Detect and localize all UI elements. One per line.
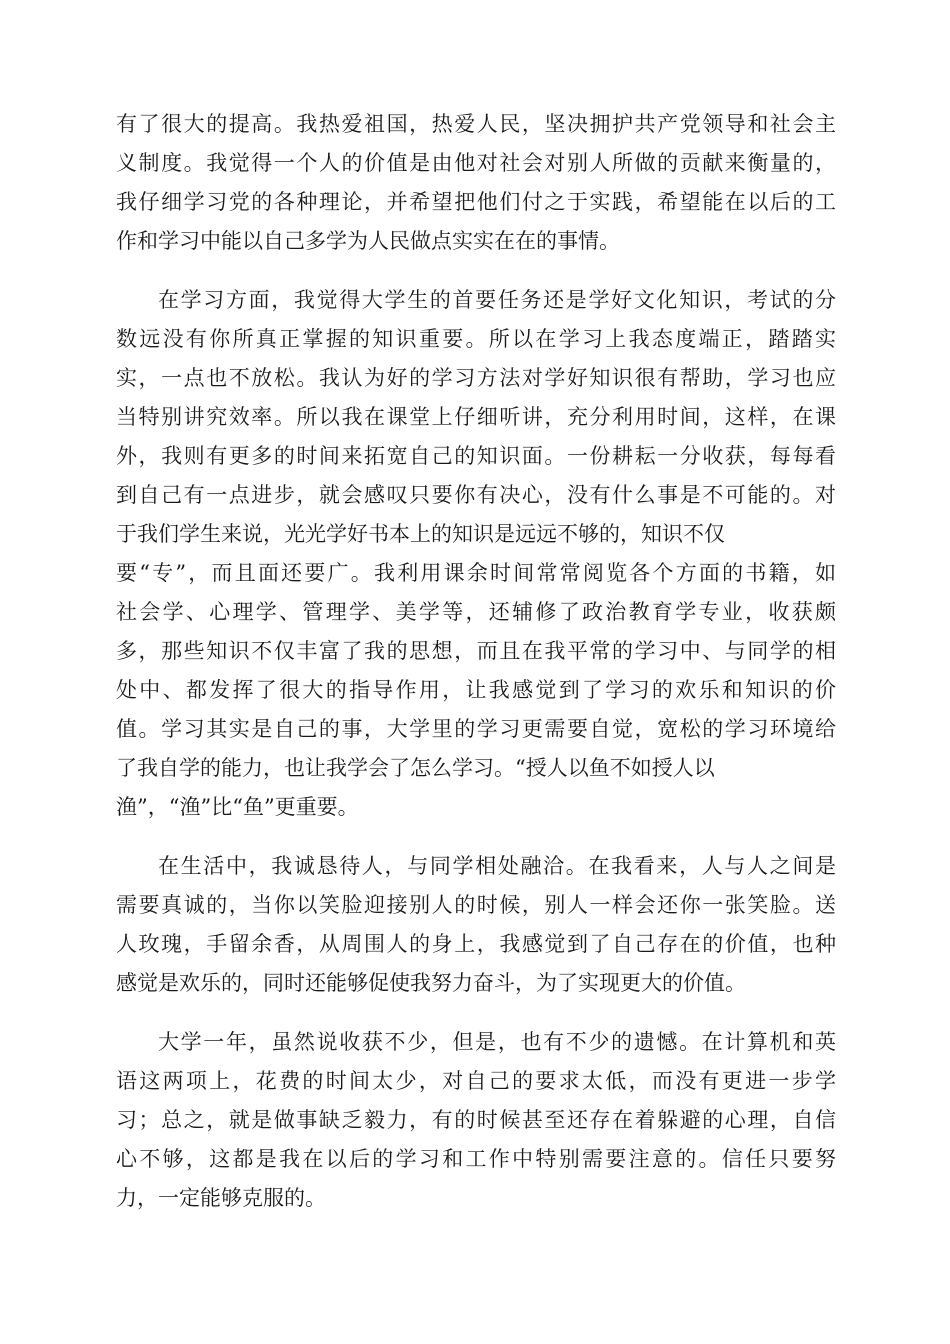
text-line: 作和学习中能以自己多学为人民做点实实在在的事情。 [116, 229, 620, 253]
text-line: 处中、都发挥了很大的指导作用，让我感觉到了学习的欢乐和知识的价 [116, 678, 836, 702]
text-line: 需要真诚的，当你以笑脸迎接别人的时候，别人一样会还你一张笑脸。送 [116, 893, 836, 917]
paragraph-study [116, 281, 836, 827]
text-line: 实，一点也不放松。我认为好的学习方法对学好知识很有帮助，学习也应 [116, 366, 836, 390]
text-line: 值。学习其实是自己的事，大学里的学习更需要自觉，宽松的学习环境给 [116, 717, 836, 741]
text-line: 社会学、心理学、管理学、美学等，还辅修了政治教育学专业，收获颇 [116, 600, 836, 624]
text-line: 语这两项上，花费的时间太少，对自己的要求太低，而没有更进一步学 [116, 1069, 836, 1093]
paragraph-politics [116, 105, 836, 261]
text-line: 要“专”，而且面还要广。我利用课余时间常常阅览各个方面的书籍，如 [116, 561, 836, 585]
paragraph-regrets [116, 1023, 836, 1218]
text-line: 感觉是欢乐的，同时还能够促使我努力奋斗，为了实现更大的价值。 [116, 971, 746, 995]
document-body [116, 105, 836, 1238]
text-line: 在学习方面，我觉得大学生的首要任务还是学好文化知识，考试的分 [158, 288, 836, 312]
text-line: 人玫瑰，手留余香，从周围人的身上，我感觉到了自己存在的价值，也种 [116, 932, 836, 956]
text-line: 于我们学生来说，光光学好书本上的知识是远远不够的，知识不仅 [116, 522, 725, 546]
text-line: 渔”，“渔”比“鱼”更重要。 [116, 795, 359, 819]
paragraph-life [116, 847, 836, 1003]
text-line: 大学一年，虽然说收获不少，但是，也有不少的遗憾。在计算机和英 [158, 1030, 836, 1054]
text-line: 有了很大的提高。我热爱祖国，热爱人民，坚决拥护共产党领导和社会主 [116, 112, 836, 136]
text-line: 到自己有一点进步，就会感叹只要你有决心，没有什么事是不可能的。对 [116, 483, 836, 507]
text-line: 在生活中，我诚恳待人，与同学相处融洽。在我看来，人与人之间是 [158, 854, 836, 878]
text-line: 我仔细学习党的各种理论，并希望把他们付之于实践，希望能在以后的工 [116, 190, 836, 214]
text-line: 多，那些知识不仅丰富了我的思想，而且在我平常的学习中、与同学的相 [116, 639, 836, 663]
text-line: 习；总之，就是做事缺乏毅力，有的时候甚至还存在着躲避的心理，自信 [116, 1108, 836, 1132]
text-line: 当特别讲究效率。所以我在课堂上仔细听讲，充分利用时间，这样，在课 [116, 405, 836, 429]
text-line: 力，一定能够克服的。 [116, 1186, 326, 1210]
text-line: 数远没有你所真正掌握的知识重要。所以在学习上我态度端正，踏踏实 [116, 327, 836, 351]
text-line: 外，我则有更多的时间来拓宽自己的知识面。一份耕耘一分收获，每每看 [116, 444, 836, 468]
text-line: 心不够，这都是我在以后的学习和工作中特别需要注意的。信任只要努 [116, 1147, 836, 1171]
text-line: 了我自学的能力，也让我学会了怎么学习。“授人以鱼不如授人以 [116, 756, 715, 780]
text-line: 义制度。我觉得一个人的价值是由他对社会对别人所做的贡献来衡量的， [116, 151, 836, 175]
